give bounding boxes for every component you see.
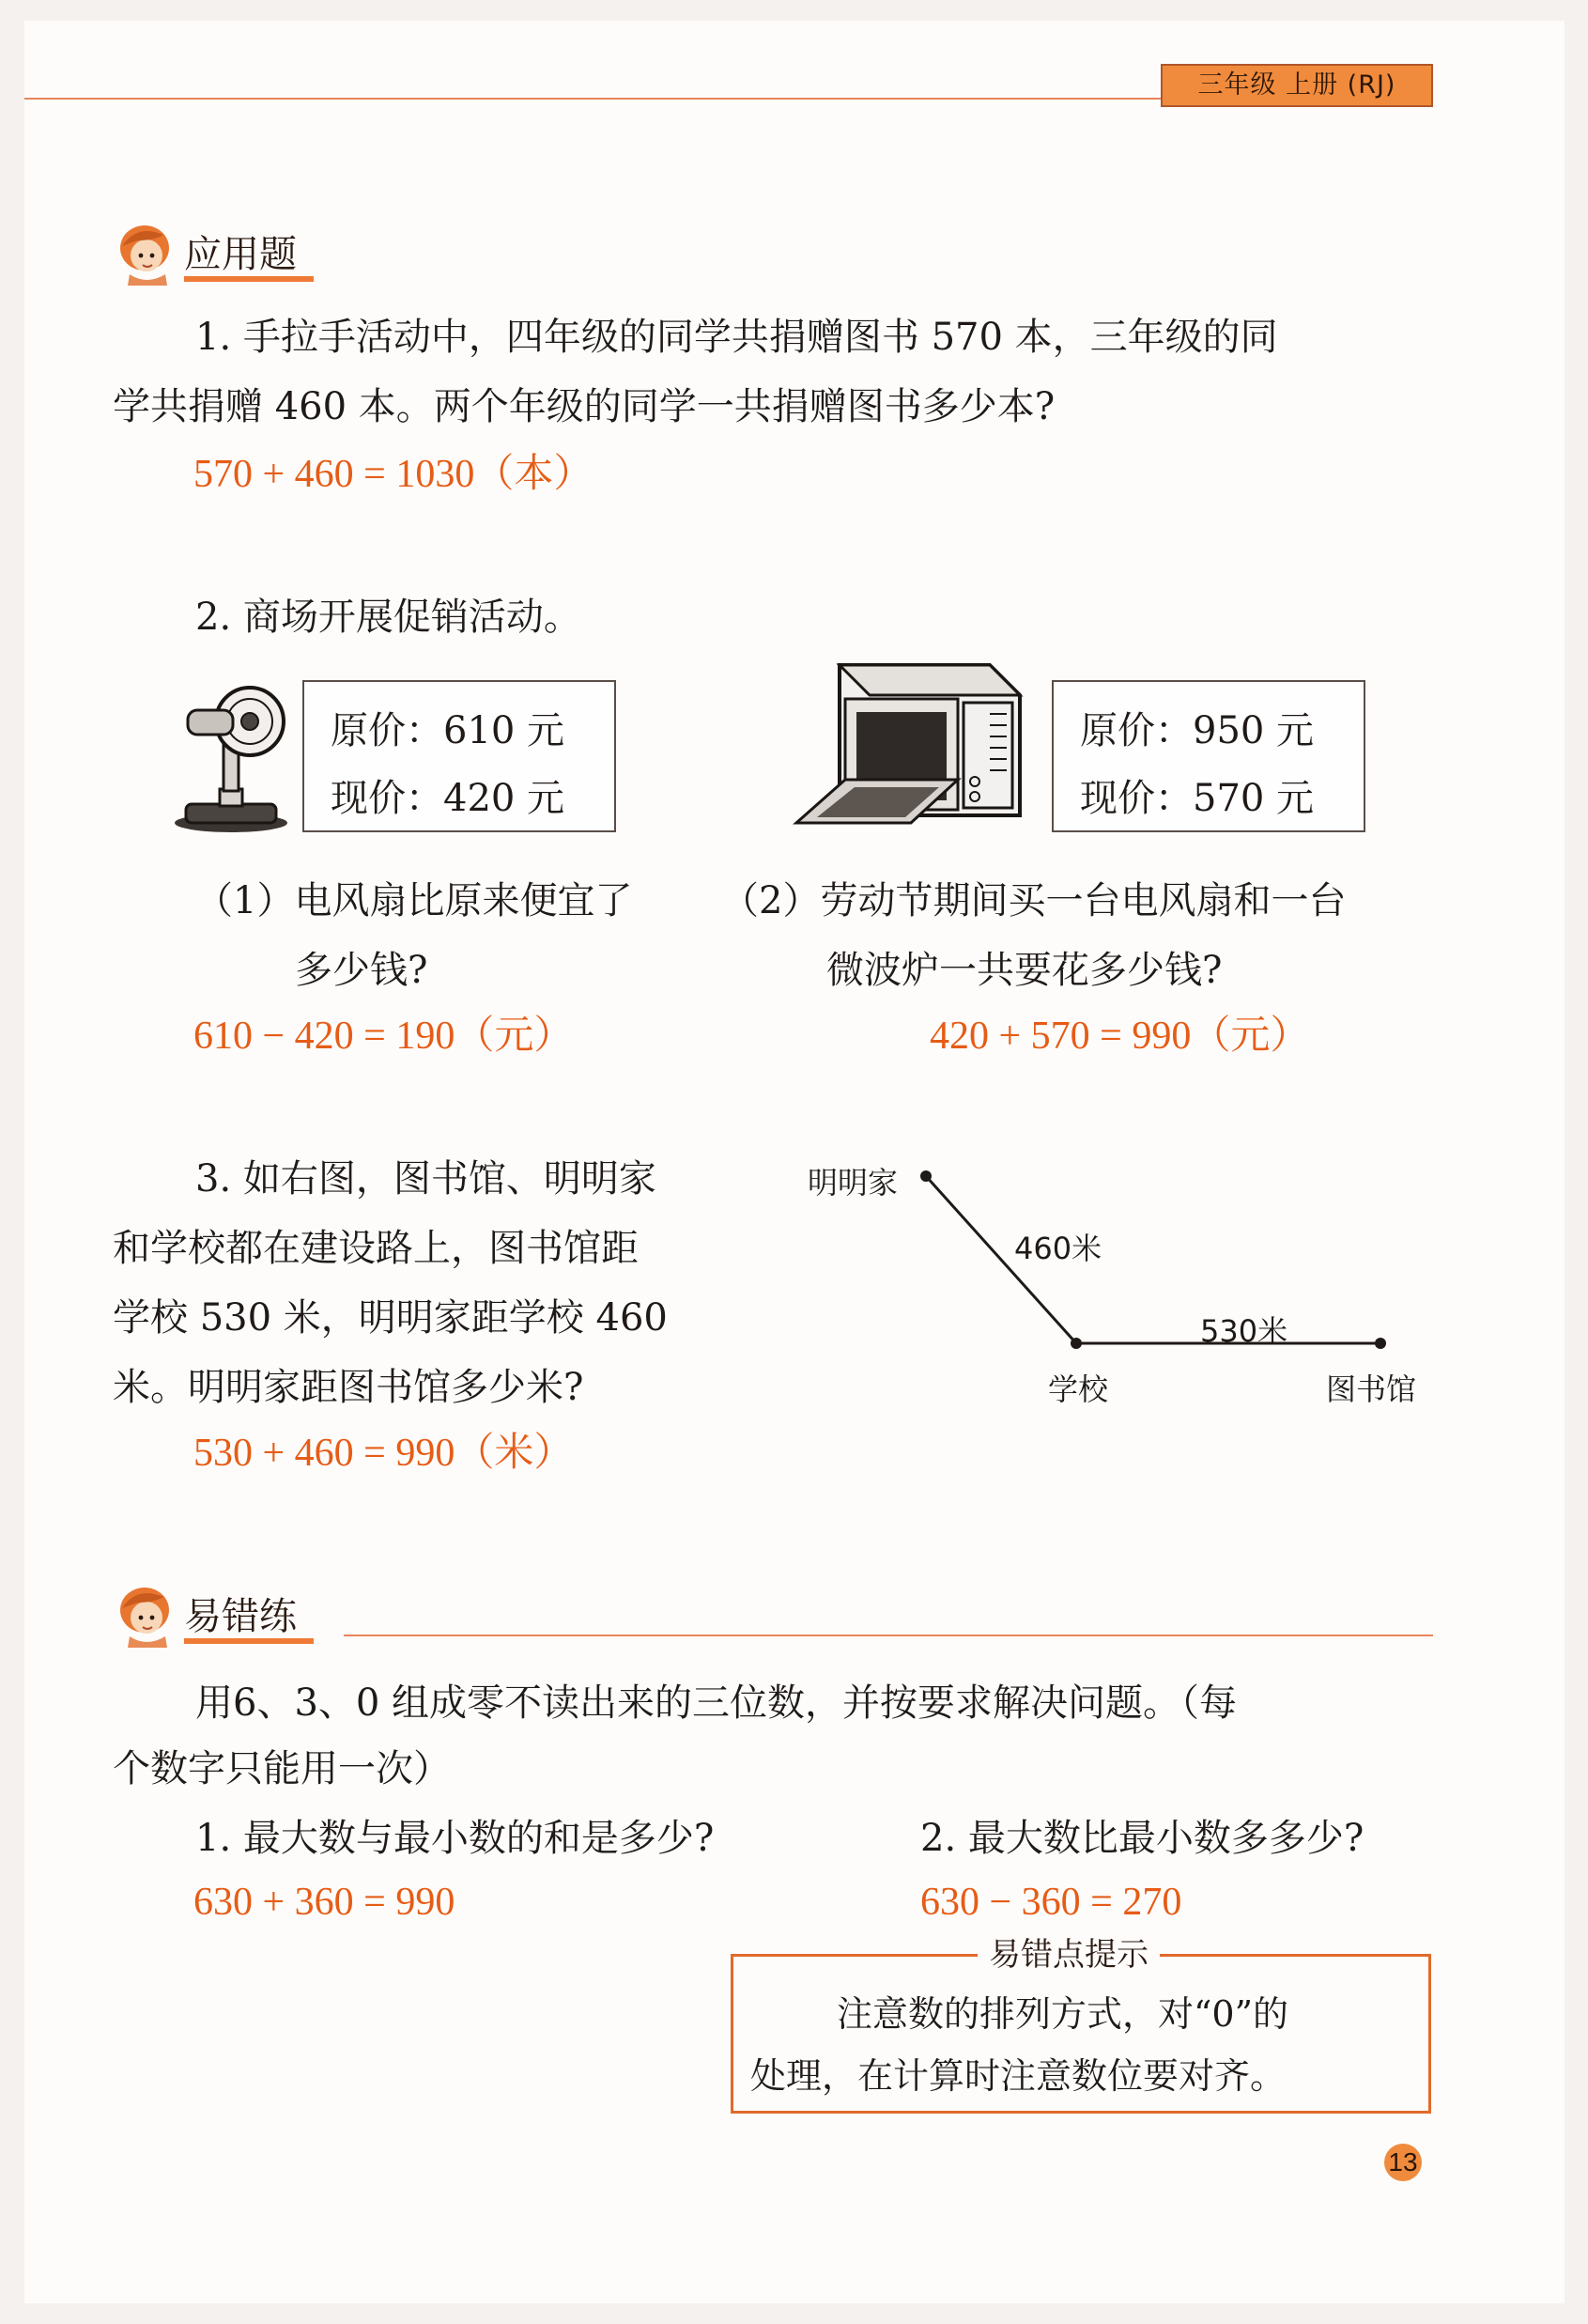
point-library <box>1375 1338 1386 1349</box>
fan-original-price: 原价：610 元 <box>331 709 565 752</box>
label-home: 明明家 <box>808 1165 899 1201</box>
error-q2-text: 2. 最大数比最小数多多少? <box>920 1817 1364 1860</box>
page-number: 13 <box>1384 2144 1422 2181</box>
microwave-current-price: 现价：570 元 <box>1080 777 1315 820</box>
q1-line1: 1. 手拉手活动中，四年级的同学共捐赠图书 570 本，三年级的同 <box>195 316 1278 359</box>
tip-title: 易错点提示 <box>978 1934 1160 1975</box>
fan-current-price: 现价：420 元 <box>331 777 565 820</box>
grade-tag: 三年级 上册 (RJ) <box>1161 64 1433 107</box>
q3-line2: 和学校都在建设路上，图书馆距 <box>113 1227 639 1270</box>
section-error-rule <box>344 1635 1433 1636</box>
q3-answer: 530 + 460 = 990（米） <box>193 1432 574 1475</box>
q2-sub2-answer: 420 + 570 = 990（元） <box>930 1015 1310 1058</box>
tip-box <box>731 1936 1431 2114</box>
section-title-applied: 应用题 <box>184 233 314 282</box>
label-library: 图书馆 <box>1326 1371 1417 1407</box>
q3-line4: 米。明明家距图书馆多少米? <box>113 1366 584 1409</box>
q3-line1: 3. 如右图，图书馆、明明家 <box>195 1157 656 1201</box>
error-q1-answer: 630 + 360 = 990 <box>193 1881 455 1924</box>
electric-fan-icon <box>169 684 293 834</box>
label-dist-home-school: 460米 <box>1014 1231 1102 1266</box>
tip-line2: 处理，在计算时注意数位要对齐。 <box>750 2055 1287 2097</box>
q2-sub2-line1: （2）劳动节期间买一台电风扇和一台 <box>721 879 1347 922</box>
route-diagram <box>902 1155 1409 1381</box>
microwave-price-box <box>1052 680 1365 832</box>
q2-sub1-line1: （1）电风扇比原来便宜了 <box>195 879 633 922</box>
label-school: 学校 <box>1048 1371 1109 1407</box>
error-q1-text: 1. 最大数与最小数的和是多少? <box>195 1817 715 1860</box>
q2-sub1-line2: 多少钱? <box>295 949 428 992</box>
tip-line1: 注意数的排列方式，对“0”的 <box>837 1993 1289 2035</box>
error-intro-line1: 用6、3、0 组成零不读出来的三位数，并按要求解决问题。（每 <box>195 1681 1238 1725</box>
section-title-error: 易错练 <box>184 1595 314 1644</box>
q3-line3: 学校 530 米，明明家距学校 460 <box>113 1296 668 1340</box>
q2-sub1-answer: 610 − 420 = 190（元） <box>193 1015 574 1058</box>
fan-price-box <box>302 680 616 832</box>
q1-answer: 570 + 460 = 1030（本） <box>193 453 594 496</box>
error-q2-answer: 630 − 360 = 270 <box>920 1881 1182 1924</box>
error-intro-line2: 个数字只能用一次） <box>113 1747 451 1790</box>
q1-line2: 学共捐赠 460 本。两个年级的同学一共捐赠图书多少本? <box>113 385 1056 428</box>
q2-sub2-line2: 微波炉一共要花多少钱? <box>826 949 1223 992</box>
point-home <box>920 1170 932 1182</box>
microwave-icon <box>789 658 1027 840</box>
label-dist-school-library: 530米 <box>1200 1313 1288 1349</box>
point-school <box>1071 1338 1082 1349</box>
microwave-original-price: 原价：950 元 <box>1080 709 1315 752</box>
mascot-icon <box>109 1582 184 1648</box>
mascot-icon <box>109 220 184 286</box>
q2-intro: 2. 商场开展促销活动。 <box>195 596 581 639</box>
